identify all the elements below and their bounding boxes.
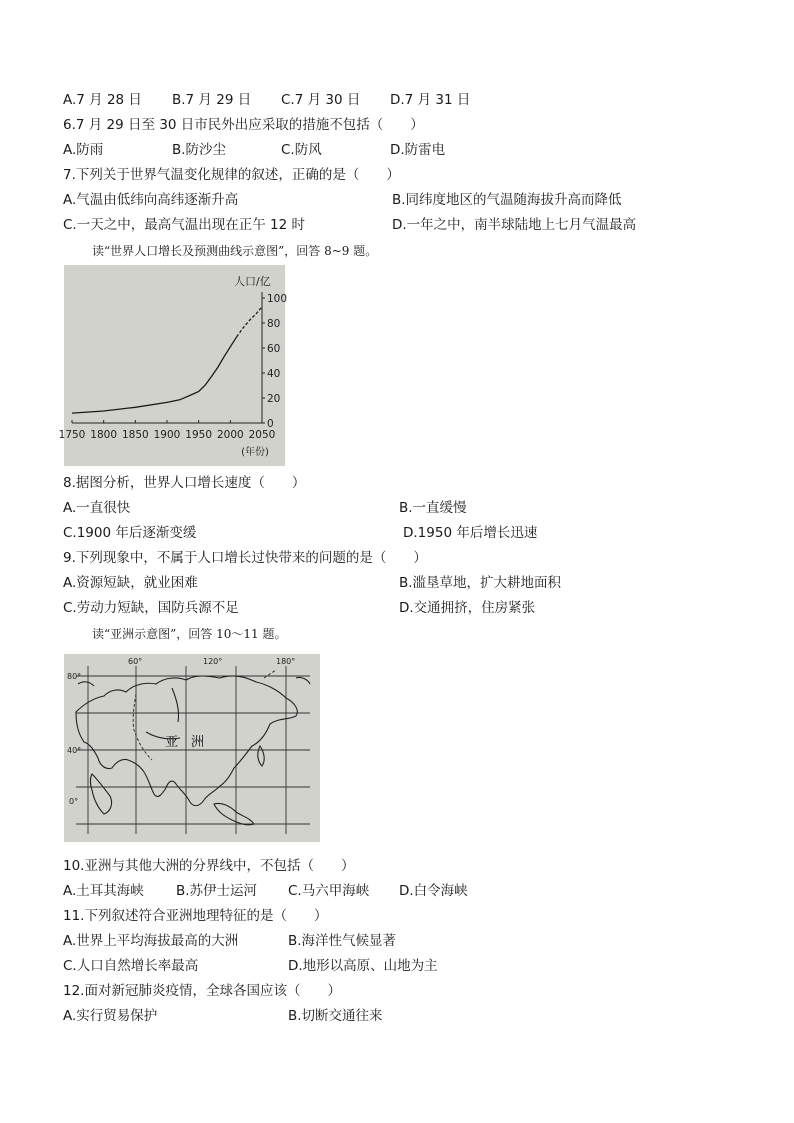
q10-option-a: A.土耳其海峡 <box>63 883 144 899</box>
q6-stem: 6.7 月 29 日至 30 日市民外出应采取的措施不包括（ ） <box>63 117 424 133</box>
q5-option-c: C.7 月 30 日 <box>281 92 361 108</box>
q8-option-a: A.一直很快 <box>63 500 131 516</box>
x-tick-label: 1950 <box>185 429 213 441</box>
y-tick-label: 60 <box>267 343 281 355</box>
q5-option-b: B.7 月 29 日 <box>172 92 252 108</box>
x-tick-label: 2050 <box>248 429 276 441</box>
population-chart <box>58 265 288 466</box>
lon-label-60: 60° <box>128 657 143 666</box>
intro-8-9: 读“世界人口增长及预测曲线示意图”，回答 8~9 题。 <box>92 244 378 258</box>
asia-map-figure <box>64 654 320 842</box>
q10-option-c: C.马六甲海峡 <box>288 883 370 899</box>
x-axis-label: (年份) <box>241 447 269 458</box>
q7-option-a: A.气温由低纬向高纬逐渐升高 <box>63 192 239 208</box>
lon-label-120: 120° <box>203 657 223 666</box>
x-tick-label: 1800 <box>90 429 118 441</box>
q8-option-b: B.一直缓慢 <box>399 500 467 516</box>
q6-option-c: C.防风 <box>281 142 322 158</box>
q12-option-a: A.实行贸易保护 <box>63 1008 158 1024</box>
q7-option-d: D.一年之中，南半球陆地上七月气温最高 <box>392 217 637 233</box>
q9-option-b: B.滥垦草地，扩大耕地面积 <box>399 575 562 591</box>
intro-10-11: 读“亚洲示意图”，回答 10～11 题。 <box>92 627 287 641</box>
x-tick-label: 2000 <box>216 429 244 441</box>
q11-option-d: D.地形以高原、山地为主 <box>288 958 438 974</box>
x-tick-label: 1900 <box>153 429 181 441</box>
q11-option-c: C.人口自然增长率最高 <box>63 958 199 974</box>
y-tick-label: 20 <box>267 393 281 405</box>
q8-stem: 8.据图分析，世界人口增长速度（ ） <box>63 475 306 491</box>
asia-map <box>64 654 320 842</box>
q9-option-a: A.资源短缺，就业困难 <box>63 575 198 591</box>
q10-stem: 10.亚洲与其他大洲的分界线中，不包括（ ） <box>63 858 355 874</box>
population-forecast-line <box>237 307 262 337</box>
q12-stem: 12.面对新冠肺炎疫情，全球各国应该（ ） <box>63 983 341 999</box>
x-tick-label: 1850 <box>121 429 149 441</box>
lat-label-80: 80° <box>67 672 82 681</box>
population-chart-figure <box>58 265 288 466</box>
lon-label-180: 180° <box>276 657 296 666</box>
q9-option-d: D.交通拥挤，住房紧张 <box>399 600 536 616</box>
q12-option-b: B.切断交通往来 <box>288 1008 383 1024</box>
lat-label-0: 0° <box>69 797 79 806</box>
q11-option-a: A.世界上平均海拔最高的大洲 <box>63 933 239 949</box>
y-tick-label: 100 <box>267 293 288 305</box>
q5-option-d: D.7 月 31 日 <box>390 92 471 108</box>
q8-option-c: C.1900 年后逐渐变缓 <box>63 525 197 541</box>
q8-option-d: D.1950 年后增长迅速 <box>403 525 538 541</box>
q7-option-c: C.一天之中，最高气温出现在正午 12 时 <box>63 217 305 233</box>
lat-label-40: 40° <box>67 746 82 755</box>
q10-option-d: D.白令海峡 <box>399 883 468 899</box>
q6-option-a: A.防雨 <box>63 142 104 158</box>
y-tick-label: 0 <box>267 418 274 430</box>
q7-stem: 7.下列关于世界气温变化规律的叙述，正确的是（ ） <box>63 167 400 183</box>
q6-option-b: B.防沙尘 <box>172 142 227 158</box>
asia-label: 亚 洲 <box>165 735 205 750</box>
q7-option-b: B.同纬度地区的气温随海拔升高而降低 <box>392 192 622 208</box>
population-line <box>72 337 237 413</box>
q6-option-d: D.防雷电 <box>390 142 446 158</box>
q11-option-b: B.海洋性气候显著 <box>288 933 397 949</box>
x-tick-label: 1750 <box>58 429 86 441</box>
y-tick-label: 80 <box>267 318 281 330</box>
y-axis-label: 人口/亿 <box>234 275 271 288</box>
y-tick-label: 40 <box>267 368 281 380</box>
q9-option-c: C.劳动力短缺，国防兵源不足 <box>63 600 239 616</box>
q9-stem: 9.下列现象中，不属于人口增长过快带来的问题的是（ ） <box>63 550 427 566</box>
q10-option-b: B.苏伊士运河 <box>176 883 258 899</box>
q5-option-a: A.7 月 28 日 <box>63 92 142 108</box>
q11-stem: 11.下列叙述符合亚洲地理特征的是（ ） <box>63 908 328 924</box>
